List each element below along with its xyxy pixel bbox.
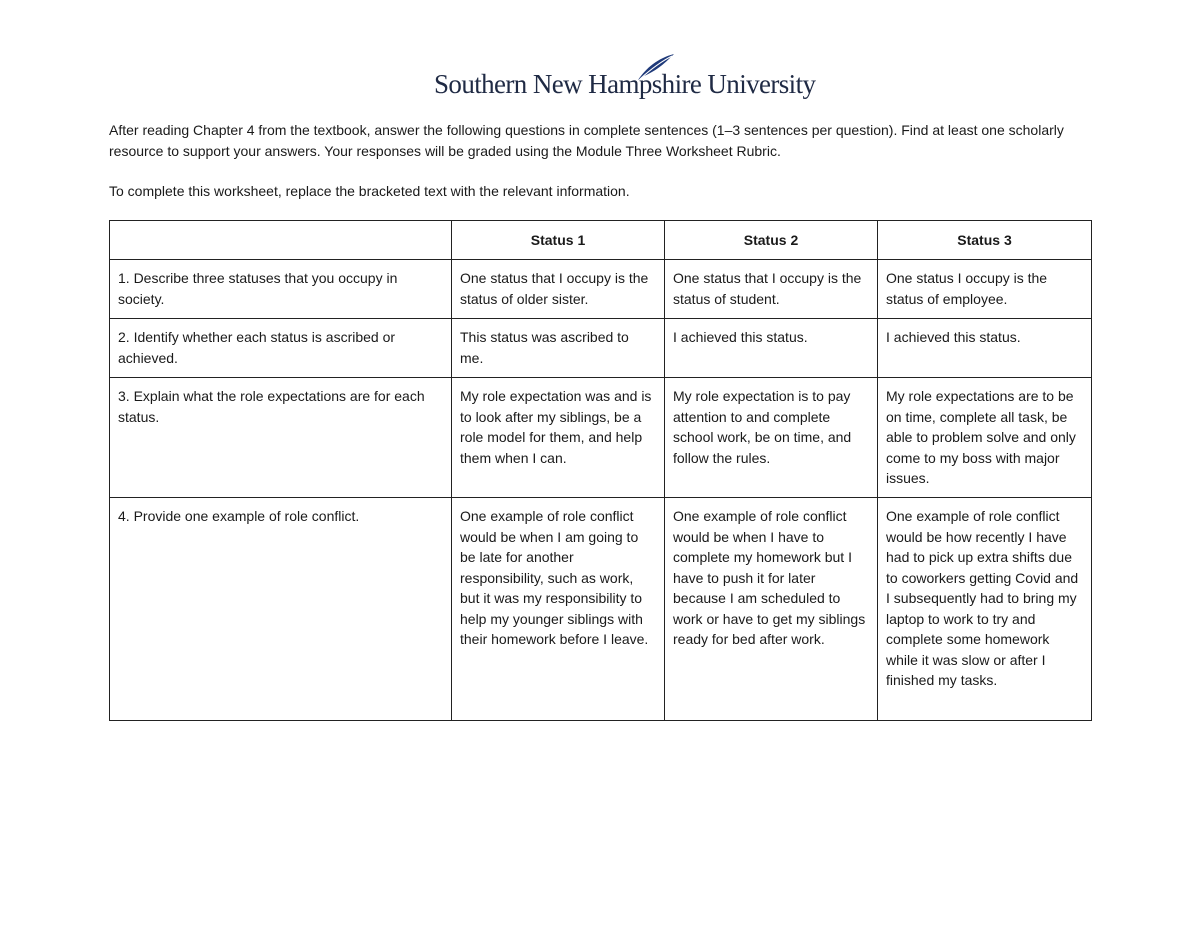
instructions-paragraph: After reading Chapter 4 from the textbook, answer the following questions in complete sentences (1–3 sentences per question). Find at least one scholarly resource to support your answers. Your responses will be graded using the Module Three Worksheet Rubric.	[109, 122, 1064, 159]
table-header-row	[110, 221, 1092, 260]
answer-cell[interactable]: I achieved this status.	[665, 319, 878, 378]
table-row	[110, 319, 1092, 378]
answer-cell[interactable]: One status that I occupy is the status of older sister.	[452, 260, 665, 319]
answer-cell[interactable]: One example of role conflict would be when I have to complete my homework but I have to push it for later because I am scheduled to work or have to get my siblings ready for bed after work.	[665, 498, 878, 721]
header-cell-status-3: Status 3	[878, 221, 1092, 260]
answer-cell[interactable]: One example of role conflict would be when I am going to be late for another responsibility, such as work, but it was my responsibility to help my younger siblings with their homework before I leave.	[452, 498, 665, 721]
answer-cell[interactable]: One status I occupy is the status of employee.	[878, 260, 1092, 319]
answer-cell[interactable]: My role expectation is to pay attention to and complete school work, be on time, and follow the rules.	[665, 378, 878, 498]
header-cell-status-2: Status 2	[665, 221, 878, 260]
answer-cell[interactable]: My role expectation was and is to look after my siblings, be a role model for them, and help them when I can.	[452, 378, 665, 498]
question-cell: 3. Explain what the role expectations are for each status.	[110, 378, 452, 498]
question-cell: 4. Provide one example of role conflict.	[110, 498, 452, 721]
instructions	[109, 120, 1089, 202]
table-row	[110, 378, 1092, 498]
university-logo	[434, 52, 816, 104]
question-cell: 1. Describe three statuses that you occupy in society.	[110, 260, 452, 319]
instructions-note: To complete this worksheet, replace the bracketed text with the relevant information.	[109, 183, 630, 199]
logo-wordmark: Southern New Hampshire University	[434, 69, 816, 99]
answer-cell[interactable]: My role expectations are to be on time, complete all task, be able to problem solve and only come to my boss with major issues.	[878, 378, 1092, 498]
answer-cell[interactable]: I achieved this status.	[878, 319, 1092, 378]
question-cell: 2. Identify whether each status is ascribed or achieved.	[110, 319, 452, 378]
worksheet-table	[109, 220, 1092, 721]
answer-cell[interactable]: One status that I occupy is the status of student.	[665, 260, 878, 319]
header-cell-status-1: Status 1	[452, 221, 665, 260]
table-row	[110, 260, 1092, 319]
answer-cell[interactable]: This status was ascribed to me.	[452, 319, 665, 378]
header-cell-empty	[110, 221, 452, 260]
answer-cell[interactable]: One example of role conflict would be how recently I have had to pick up extra shifts due to coworkers getting Covid and I subsequently had to bring my laptop to work to try and complete some homework while it was slow or after I finished my tasks.	[878, 498, 1092, 721]
table-row	[110, 498, 1092, 721]
